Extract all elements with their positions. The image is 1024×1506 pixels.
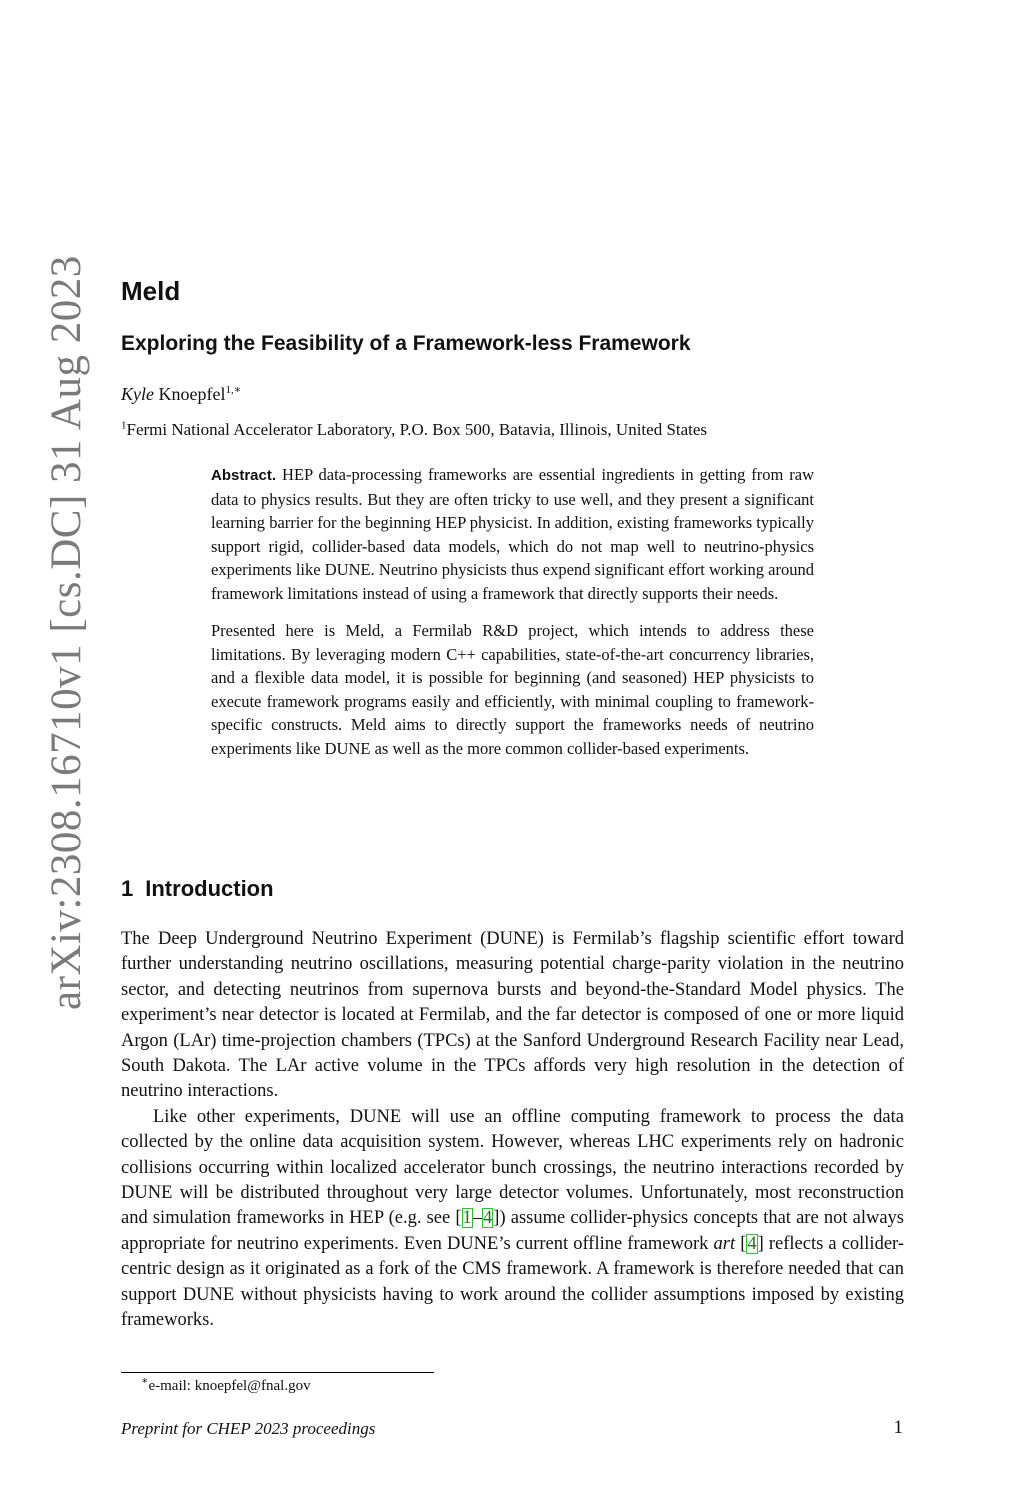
footer-preprint-note: Preprint for CHEP 2023 proceedings (121, 1419, 376, 1438)
citation-link-1[interactable]: 1 (462, 1208, 472, 1229)
affiliation (121, 420, 707, 440)
abstract-paragraph-1 (211, 463, 814, 605)
affiliation-mark: 1 (121, 419, 127, 432)
author-affiliation-marks: 1,∗ (225, 384, 242, 396)
footnote-divider (121, 1372, 434, 1373)
intro-paragraph-2-part-d: ] reflects a collider-centric design as it originated as a fork of the CMS framework. A framework is therefore needed that can support DUNE without physicists having to work around the collider assumptions imposed by existing frameworks. (121, 1233, 904, 1331)
abstract-text-1: HEP data-processing frameworks are essential ingredients in getting from raw data to physics results. But they are often tricky to use well, and they present a significant learning barrier for the beginning HEP physicist. In addition, existing frameworks typically support rigid, collider-based data models, which do not map well to neutrino-physics experiments like DUNE. Neutrino physicists thus expend significant effort working around framework limitations instead of using a framework that directly supports their needs. (211, 465, 814, 603)
intro-paragraph-2-part-a: Like other experiments, DUNE will use an offline computing framework to process the data collected by the online data acquisition system. However, whereas LHC experiments rely on hadronic collisions occurring within localized accelerator bunch crossings, the neutrino interactions recorded by DUNE will be distributed throughout very large detector volumes. Unfortunately, most reconstruction and simulation frameworks in HEP (e.g. see [ (121, 1106, 904, 1229)
arxiv-identifier-stamp: arXiv:2308.16710v1 [cs.DC] 31 Aug 2023 (43, 255, 90, 1010)
footnote (141, 1375, 311, 1395)
intro-paragraph-2 (121, 1105, 904, 1334)
footnote-email: e-mail: knoepfel@fnal.gov (148, 1378, 311, 1394)
section-heading-introduction (121, 876, 274, 902)
footnote-mark: ∗ (141, 1375, 149, 1387)
page-number: 1 (893, 1417, 903, 1438)
intro-paragraph-2-part-c: [ (735, 1233, 747, 1254)
citation-link-4-art[interactable]: 4 (747, 1233, 757, 1254)
paper-subtitle: Exploring the Feasibility of a Framework-less Framework (121, 332, 691, 355)
introduction-body (121, 927, 904, 1334)
affiliation-text: Fermi National Accelerator Laboratory, P.O. Box 500, Batavia, Illinois, United States (126, 420, 708, 439)
abstract (211, 463, 814, 774)
intro-paragraph-2-part-b: ]) assume collider-physics concepts that are not always appropriate for neutrino experiments. Even DUNE’s current offline framework (121, 1208, 904, 1254)
section-title: Introduction (145, 876, 274, 901)
citation-range-dash: – (472, 1208, 483, 1229)
author-first-name: Kyle (121, 384, 154, 404)
intro-paragraph-1: The Deep Underground Neutrino Experiment (DUNE) is Fermilab’s flagship scientific effort toward further understanding neutrino oscillations, measuring potential charge-parity violation in the neutrino sector, and detecting neutrinos from supernova bursts and beyond-the-Standard Model physics. The experiment’s near detector is located at Fermilab, and the far detector is composed of one or more liquid Argon (LAr) time-projection chambers (TPCs) at the Sanford Underground Research Facility near Lead, South Dakota. The LAr active volume in the TPCs affords very high resolution in the detection of neutrino interactions. (121, 929, 904, 1102)
art-framework-name: art (713, 1233, 736, 1254)
abstract-label: Abstract. (211, 467, 277, 484)
author-last-name: Knoepfel (158, 384, 226, 404)
abstract-paragraph-2: Presented here is Meld, a Fermilab R&D project, which intends to address these limitations. By leveraging modern C++ capabilities, state-of-the-art concurrency libraries, and a flexible data model, it is possible for beginning (and seasoned) HEP physicists to execute framework programs easily and efficiently, with minimal coupling to framework-specific constructs. Meld aims to directly support the frameworks needs of neutrino experiments like DUNE as well as the more common collider-based experiments. (211, 621, 814, 758)
author-line (121, 384, 241, 405)
paper-title: Meld (121, 276, 181, 306)
section-number: 1 (121, 876, 134, 901)
citation-link-4[interactable]: 4 (483, 1208, 493, 1229)
